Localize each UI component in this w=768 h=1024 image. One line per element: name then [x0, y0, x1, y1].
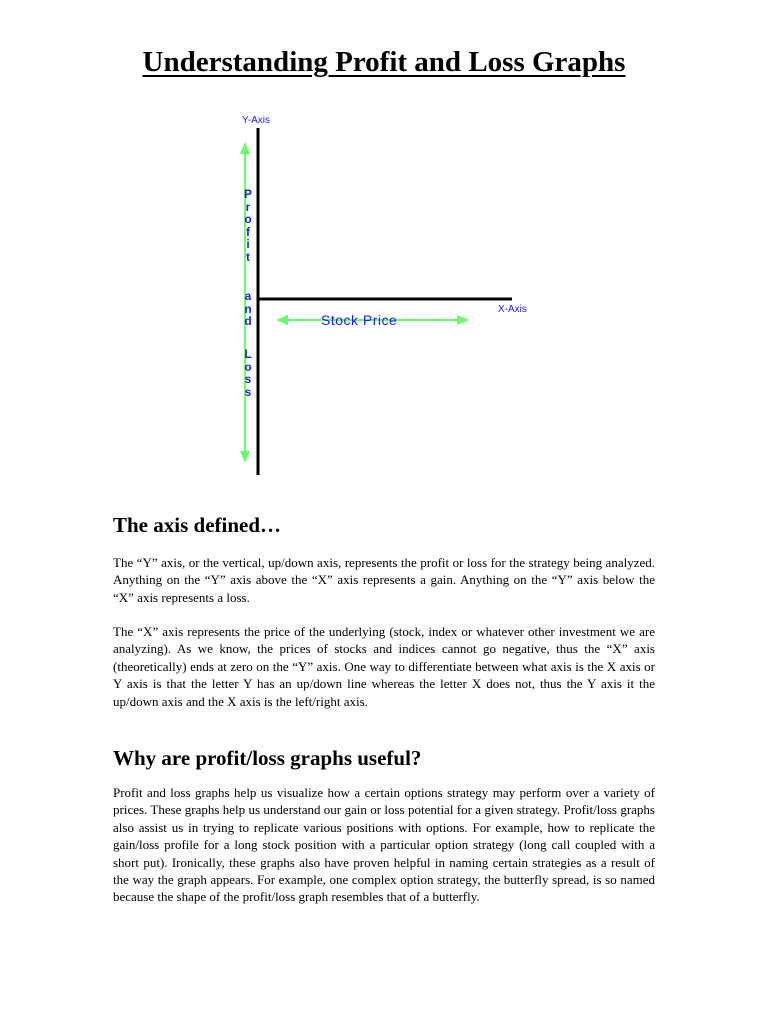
vertical-letter: f [246, 224, 250, 239]
vertical-letter: n [244, 301, 252, 316]
vertical-letter: s [244, 384, 252, 399]
section-heading-why-useful: Why are profit/loss graphs useful? [113, 746, 422, 770]
vertical-letter: r [245, 199, 251, 214]
profit-loss-axes-diagram [0, 0, 768, 490]
paragraph-x-axis: The “X” axis represents the price of the underlying (stock, index or whatever other investment we are analyzing). As we know, the prices of stocks and indices cannot go negative, thus the “X” axis (theoretically) ends at zero on the “Y” axis. One way to differentiate between what axis is the X axis or Y axis is that the letter Y has an up/down line whereas the letter X does not, thus the Y axis it the up/down axis and the X axis is the left/right axis. [113, 624, 655, 709]
vertical-label-loss [241, 348, 255, 398]
vertical-letter: d [244, 314, 252, 328]
page-title-text: Understanding Profit and Loss Graphs [142, 46, 626, 78]
x-axis-label: X-Axis [498, 304, 527, 315]
section-heading-axis-defined: The axis defined… [113, 513, 282, 537]
vertical-label-and-text [241, 290, 255, 328]
y-axis-label: Y-Axis [242, 115, 270, 126]
vertical-letter: o [244, 212, 252, 226]
vertical-letter: L [244, 347, 252, 361]
axes-svg [0, 0, 768, 490]
vertical-label-profit-text [241, 188, 255, 263]
paragraph-y-axis: The “Y” axis, or the vertical, up/down axis, represents the profit or loss for the strategy being analyzed. Anything on the “Y” axis above the “X” axis represents a gain. Anything on the “Y” axis below the “X” axis represents a loss. [113, 555, 655, 605]
vertical-letter: s [244, 372, 252, 386]
paragraph-usefulness: Profit and loss graphs help us visualize how a certain options strategy may perform over a variety of prices. These graphs help us understand our gain or loss potential for a given strategy. Profit/loss graphs also assist us in trying to replicate various positions with options. For example, how to replicate the gain/loss profile for a long stock position with a particular option strategy (long call coupled with a short put). Ironically, these graphs also have proven helpful in naming certain strategies as a result of the way the graph appears. For example, one complex option strategy, the butterfly spread, is so named because the shape of the profit/loss graph resembles that of a butterfly. [113, 785, 655, 905]
vertical-label-profit [241, 188, 255, 263]
vertical-letter: a [244, 289, 252, 303]
vertical-label-and [241, 290, 255, 328]
stock-price-label: Stock Price [321, 312, 398, 328]
vertical-letter: t [246, 249, 250, 264]
vertical-letter: o [244, 359, 252, 374]
vertical-label-loss-text [241, 348, 255, 398]
vertical-letter: P [243, 187, 252, 201]
vertical-letter: i [246, 237, 250, 251]
